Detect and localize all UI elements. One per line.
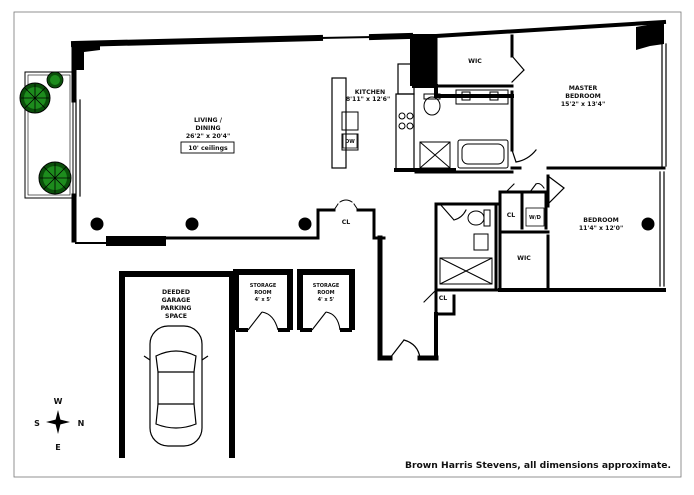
window-west: [76, 100, 80, 196]
compass-w: W: [53, 397, 63, 406]
kitchen-name: KITCHEN: [354, 89, 386, 96]
compass-e: E: [55, 443, 61, 452]
storage1-line1: STORAGE: [249, 283, 277, 289]
closet-living-doors: [334, 200, 358, 210]
wall-block-ne: [636, 22, 664, 50]
wall-bedroom-east-window: [660, 172, 664, 286]
ceiling-note: 10' ceilings: [188, 145, 228, 152]
storage1-line2: ROOM: [254, 290, 272, 296]
stove-burner: [399, 113, 405, 119]
kitchen-island: [332, 78, 346, 168]
wall-top-left: [74, 38, 320, 44]
wall-cl-hall: [436, 290, 454, 314]
wic-mid-label: WIC: [517, 255, 531, 262]
storage2-line1: STORAGE: [312, 283, 340, 289]
parking-line2: GARAGE: [161, 297, 191, 304]
wall-block-sw: [106, 236, 166, 246]
storage1-dims: 4' x 5': [254, 297, 272, 303]
plant-upper: [20, 72, 63, 113]
entry-door: [390, 340, 420, 358]
kitchen-counter-east: [396, 94, 414, 170]
toilet-2-tank: [484, 210, 490, 226]
credit-line: Brown Harris Stevens, all dimensions approximate.: [404, 460, 671, 471]
stove-burner: [407, 113, 413, 119]
bedroom-name: BEDROOM: [583, 217, 619, 224]
cl-hall-label: CL: [438, 295, 448, 302]
bath2-fixtures: [440, 210, 492, 284]
wic-door: [512, 56, 524, 82]
wall-top-right: [436, 22, 664, 36]
living-dims: 26'2" x 20'4": [185, 133, 231, 140]
bath2-door: [440, 204, 466, 220]
wd-label: W/D: [529, 215, 541, 221]
column: [91, 218, 104, 231]
parking-line4: SPACE: [165, 313, 187, 320]
column: [642, 218, 655, 231]
stove-burner: [399, 123, 405, 129]
living-name-2: DINING: [195, 125, 221, 132]
cl-living-label: CL: [341, 219, 351, 226]
storage2-line2: ROOM: [317, 290, 335, 296]
toilet: [424, 97, 440, 115]
master-bath-door: [512, 150, 536, 162]
shower-x: [420, 142, 450, 168]
master-name-2: BEDROOM: [565, 93, 601, 100]
wall-cl-wd: [500, 192, 548, 290]
compass-s: S: [34, 419, 40, 428]
master-name: MASTER: [568, 85, 598, 92]
cl-bed-label: CL: [506, 212, 516, 219]
wall-top-mid: [372, 36, 410, 37]
shower-2-x: [440, 258, 492, 284]
bedroom-dims: 11'4" x 12'0": [578, 225, 624, 232]
bedroom-door: [548, 176, 564, 204]
parking-line1: DEEDED: [161, 289, 191, 296]
wall-east-master-window: [662, 44, 666, 166]
master-bath-fixtures: [420, 90, 508, 168]
toilet-2: [468, 211, 484, 225]
sink-2: [474, 234, 488, 250]
living-name: LIVING /: [193, 117, 223, 124]
kitchen-dims: 8'11" x 12'6": [345, 96, 391, 103]
parking-line3: PARKING: [160, 305, 192, 312]
stove-burner: [407, 123, 413, 129]
plant-lower: [39, 162, 71, 194]
cl-hall-door: [424, 290, 436, 302]
window-top-living: [320, 37, 372, 38]
compass-n: N: [77, 419, 85, 428]
column: [186, 218, 199, 231]
master-dims: 15'2" x 13'4": [560, 101, 606, 108]
wic-top-label: WIC: [468, 58, 482, 65]
compass-rose: [34, 397, 84, 452]
kitchen-sink: [342, 112, 358, 130]
column: [299, 218, 312, 231]
storage2-dims: 4' x 5': [317, 297, 335, 303]
dw-label: DW: [345, 139, 355, 145]
tub-inner: [462, 144, 504, 164]
car-icon: [144, 326, 208, 446]
